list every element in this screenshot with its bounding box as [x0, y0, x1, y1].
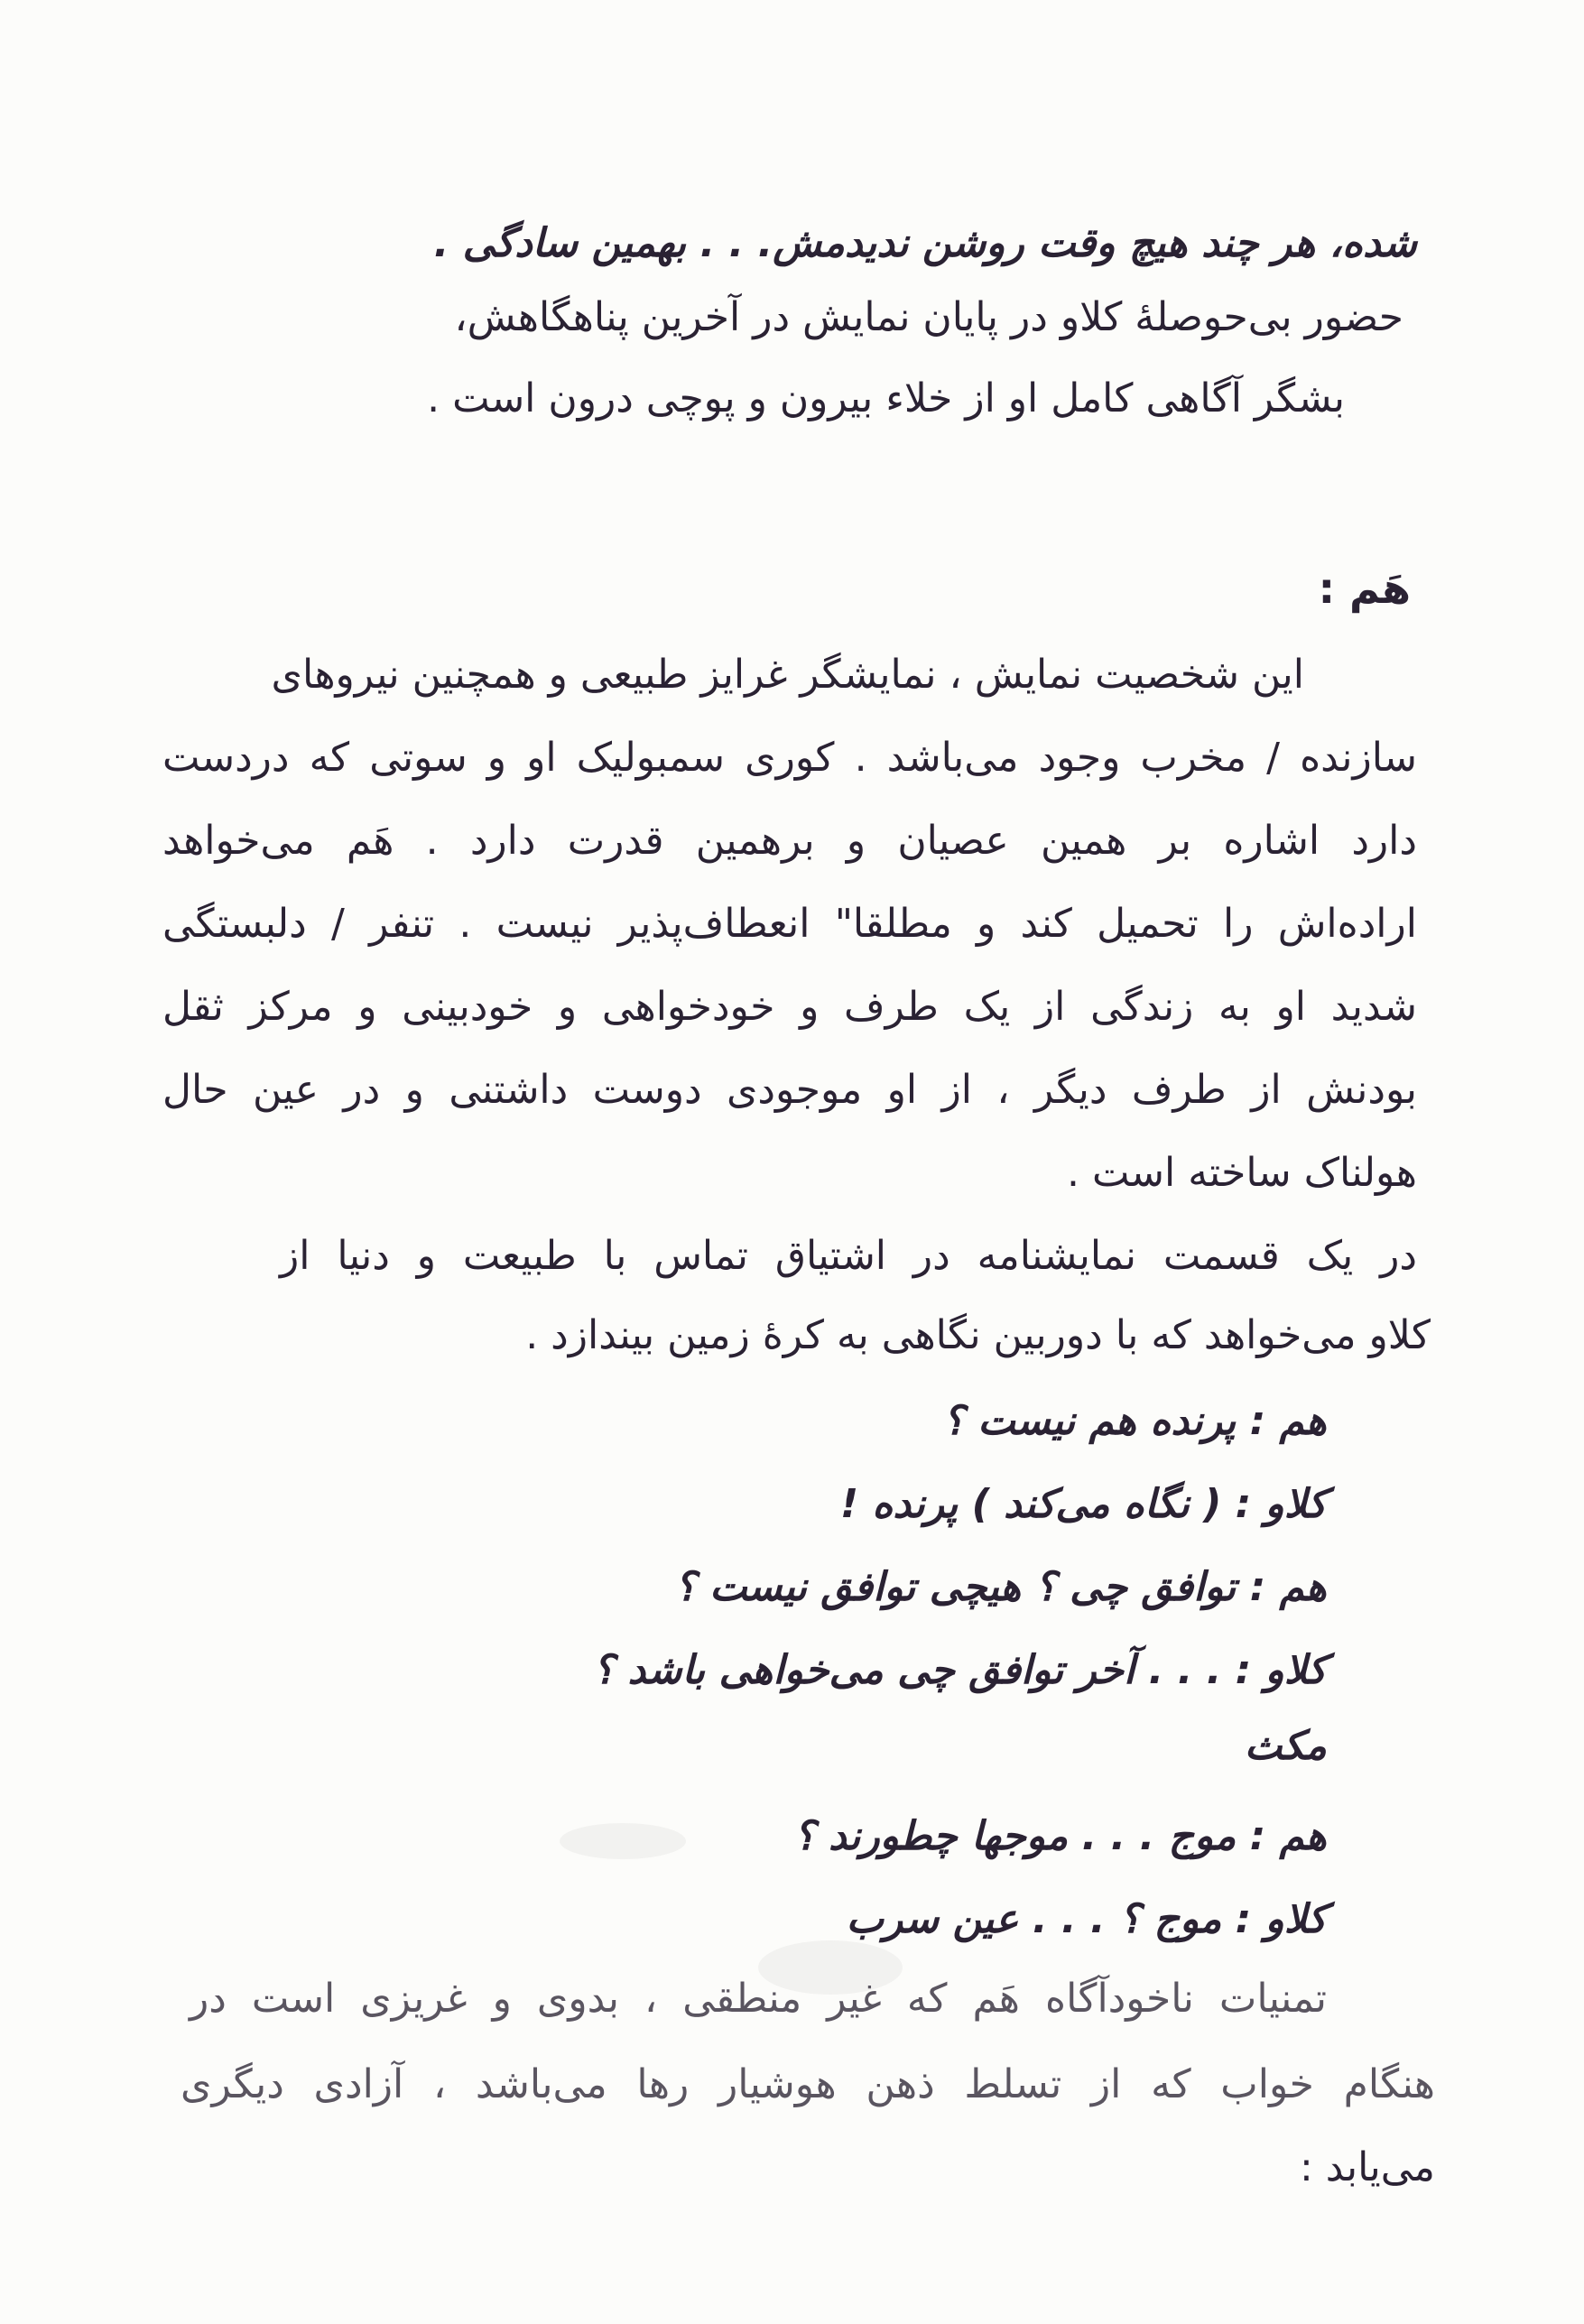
dialogue-line-1: هم : پرنده هم نیست ؟: [942, 1398, 1327, 1444]
paragraph-1-line-2: سازنده / مخرب وجود می‌باشد . کوری سمبولیک او و سوتی که دردست: [162, 735, 1417, 781]
dialogue-line-2: کلاو : ( نگاه می‌کند ) پرنده !: [839, 1481, 1327, 1527]
paragraph-1-line-3: دارد اشاره بر همین عصیان و برهمین قدرت دارد . هَم می‌خواهد: [162, 818, 1417, 864]
closing-line-3: می‌یابد :: [1299, 2144, 1435, 2190]
paragraph-2-line-2: کلاو می‌خواهد که با دوربین نگاهی به کرهٔ زمین بیندازد .: [525, 1312, 1431, 1358]
dialogue-line-3: هم : توافق چی ؟ هیچی توافق نیست ؟: [674, 1564, 1327, 1610]
closing-line-1: تمنیات ناخودآگاه هَم که غیر منطقی ، بدوی و غریزی است در: [190, 1976, 1327, 2022]
paragraph-1-line-4: اراده‌اش را تحمیل کند و مطلقا" انعطاف‌پذیر نیست . تنفر / دلبستگی: [162, 901, 1417, 947]
paragraph-1-line-1: این شخصیت نمایش ، نمایشگر غرایز طبیعی و همچنین نیروهای: [271, 652, 1304, 698]
paragraph-2-line-1: در یک قسمت نمایشنامه در اشتیاق تماس با طبیعت و دنیا از: [280, 1233, 1417, 1279]
dialogue-line-5: هم : موج . . . موجها چطورند ؟: [793, 1813, 1327, 1859]
paragraph-1-line-7: هولناک ساخته است .: [1067, 1150, 1417, 1196]
opening-line-2: حضور بی‌حوصلهٔ کلاو در پایان نمایش در آخرین پناهگاهش،: [454, 294, 1403, 340]
opening-line-3: بشگر آگاهی کامل او از خلاء بیرون و پوچی درون است .: [427, 375, 1345, 421]
dialogue-line-4: کلاو : . . . آخر توافق چی می‌خواهی باشد ؟: [592, 1647, 1327, 1693]
opening-line-1: شده، هر چند هیچ وقت روشن ندیدمش. . . بهمین سادگی .: [433, 220, 1417, 266]
closing-line-2: هنگام خواب که از تسلط ذهن هوشیار رها می‌باشد ، آزادی دیگری: [181, 2061, 1435, 2107]
dialogue-line-6: کلاو : موج ؟ . . . عین سرب: [846, 1896, 1327, 1942]
stage-direction-pause: مکث: [1244, 1723, 1327, 1769]
section-heading: هَم :: [1318, 564, 1411, 613]
paragraph-1-line-5: شدید او به زندگی از یک طرف و خودخواهی و خودبینی و مرکز ثقل: [162, 984, 1417, 1030]
paragraph-1-line-6: بودنش از طرف دیگر ، از او موجودی دوست داشتنی و در عین حال: [162, 1067, 1417, 1113]
